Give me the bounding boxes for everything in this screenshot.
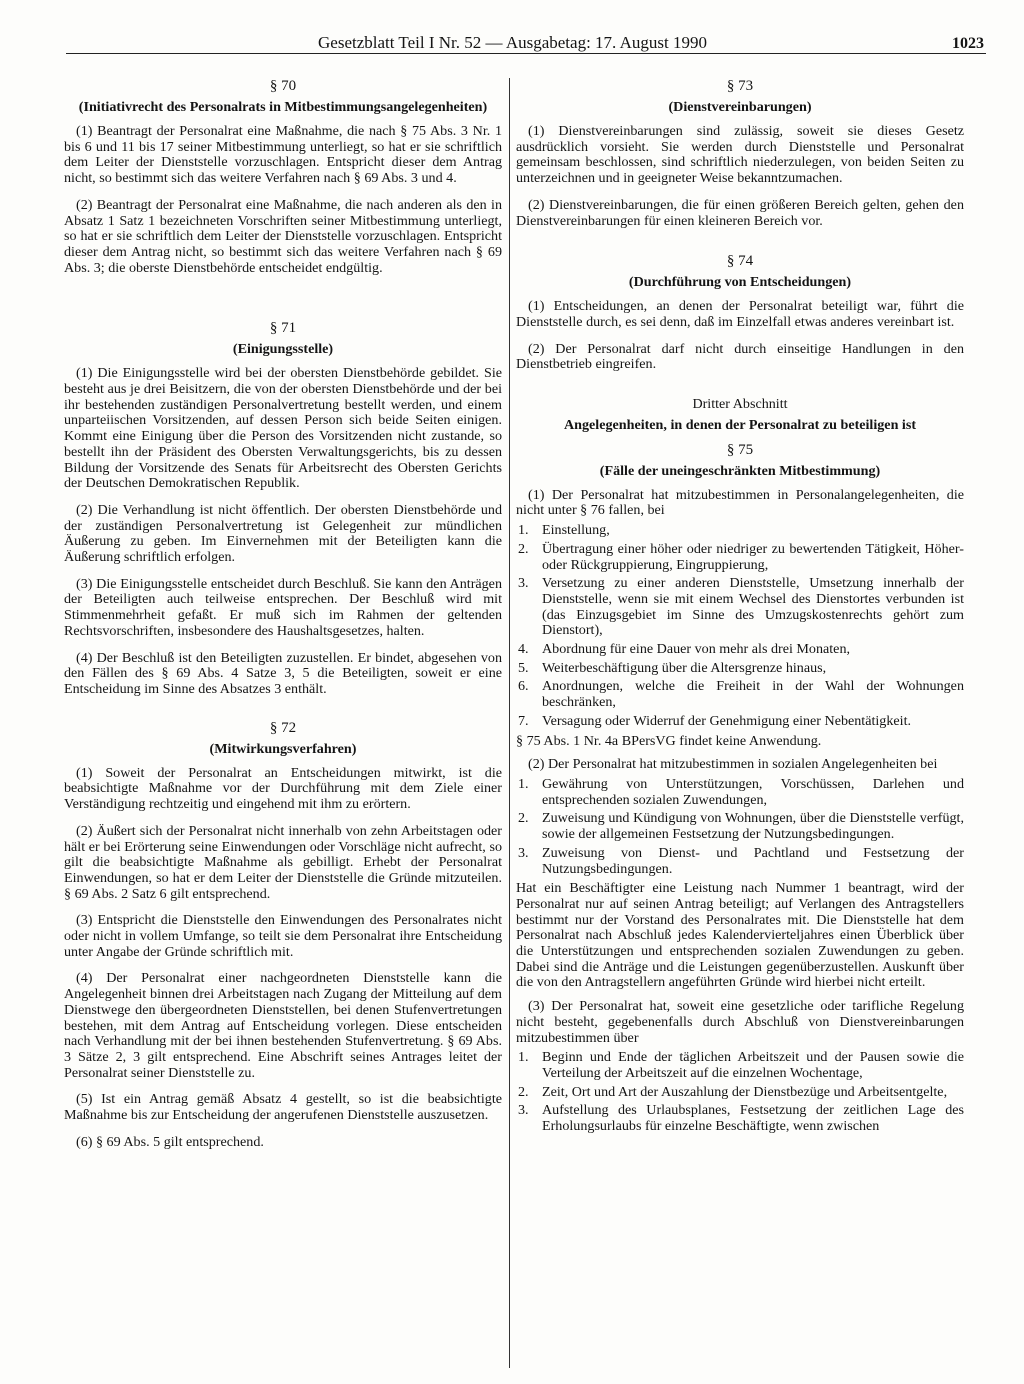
list-item	[516, 1050, 964, 1081]
section-title: (Durchführung von Entscheidungen)	[628, 274, 852, 291]
paragraph: (1) Der Personalrat hat mitzubestimmen in Personalangelegenheiten, die nicht unter § 76 fallen, bei	[516, 486, 964, 519]
paragraph: (5) Ist ein Antrag gemäß Absatz 4 gestellt, so ist die beabsichtigte Maßnahme bis zur Entscheidung der angerufenen Dienststelle auszusetzen.	[64, 1091, 502, 1124]
list-item	[516, 846, 964, 877]
list-text: Weiterbeschäftigung über die Altersgrenze hinaus,	[542, 659, 827, 676]
paragraph: (3) Entspricht die Dienststelle den Einwendungen des Personalrates nicht oder nicht in vollem Umfange, so teilt sie dem Personalrat ihre Entscheidung unter Angabe der Gründe schriftlich mit.	[64, 912, 502, 960]
section-70	[64, 78, 502, 276]
section-title: (Mitwirkungsverfahren)	[209, 740, 357, 757]
list-text: Einstellung,	[542, 522, 610, 539]
list-item	[516, 642, 964, 658]
column-divider	[509, 78, 510, 1368]
paragraph: (3) Die Einigungsstelle entscheidet durch Beschluß. Sie kann den Anträgen der Beteiligten auch teilweise entsprechen. Der Beschluß wird mit Stimmenmehrheit gefaßt. Er muß sich im Rahmen der geltenden Rechtsvorschriften, insbesondere des Haushaltsgesetzes, halten.	[64, 575, 502, 639]
list-item	[516, 714, 964, 730]
paragraph: (1) Dienstvereinbarungen sind zulässig, soweit sie dieses Gesetz ausdrücklich vorsieht. Sie werden durch Dienststelle und Personalrat gemeinsam beschlossen, sind schriftlich niederzulegen, von beiden Seiten zu unterzeichnen und in geeigneter Weise bekanntzumachen.	[516, 123, 964, 187]
section-number: § 70	[269, 78, 297, 94]
list-number: 1.	[518, 1049, 529, 1066]
page-header	[66, 31, 986, 54]
section-number: § 72	[269, 719, 297, 736]
part-title: Angelegenheiten, in denen der Personalrat zu beteiligen ist	[563, 416, 917, 433]
list-item	[516, 679, 964, 710]
list-number: 4.	[518, 641, 529, 658]
note: Hat ein Beschäftigter eine Leistung nach Nummer 1 beantragt, wird der Personalrat nur auf seinen Antrag beteiligt; auf Verlangen des Antragstellers bestimmt nur der Vorstand des Personalrates mit. Die Dienststelle hat dem Personalrat nach Abschluß jedes Kalendervierteljahres einen Überblick über die Unterstützungen und entsprechenden sozialen Zuwendungen zu geben. Dabei sind die Anträge und die Leistungen gegenüberzustellen. Auskunft über die von den Antragstellern angeführten Gründe wird hierbei nicht erteilt.	[516, 880, 964, 991]
list-item	[516, 811, 964, 842]
list-number: 7.	[518, 712, 529, 729]
enumerated-list	[516, 523, 964, 729]
section-75	[516, 442, 964, 1135]
list-item	[516, 576, 964, 639]
list-text: Anordnungen, welche die Freiheit in der Wahl der Wohnungen beschränken,	[542, 678, 964, 711]
list-number: 2.	[518, 1083, 529, 1100]
paragraph: (6) § 69 Abs. 5 gilt entsprechend.	[76, 1133, 264, 1150]
paragraph: (1) Entscheidungen, an denen der Personalrat beteiligt war, führt die Dienststelle durch, es sei denn, daß im Einzelfall etwas anderes vereinbart ist.	[516, 298, 964, 330]
header-title: Gesetzblatt Teil I Nr. 52 — Ausgabetag: 17. August 1990	[318, 33, 707, 52]
list-text: Versetzung zu einer anderen Dienststelle, Umsetzung innerhalb der Dienststelle, wenn sie mit einem Wechsel des Dienstortes verbunden ist (das Einzugsgebiet im Sinne des Umzugskostenrechts gehört zum Dienstort),	[542, 575, 964, 639]
paragraph: (3) Der Personalrat hat, soweit eine gesetzliche oder tarifliche Regelung nicht besteht, gegebenenfalls durch Abschluß von Dienstvereinbarungen mitzubestimmen über	[516, 998, 964, 1046]
paragraph: (1) Die Einigungsstelle wird bei der obersten Dienstbehörde gebildet. Sie besteht aus je drei Beisitzern, die von der obersten Dienstbehörde und der bei ihr bestehenden zuständigen Personalvertretung bestellt werden, und einem unparteiischen Vorsitzenden, auf dessen Person sich beide Seiten einigen. Kommt eine Einigung über die Person des Vorsitzenden nicht zustande, so bestellt ihn der Präsident des Obersten Verwaltungsgerichts, bis zu dessen Bildung der Vorsitzende des Senats für Arbeitsrecht des Obersten Gerichts der Deutschen Demokratischen Republik.	[64, 365, 502, 492]
paragraph: (2) Äußert sich der Personalrat nicht innerhalb von zehn Arbeitstagen oder hält er bei Erörterung seine Einwendungen oder Vorschläge nicht aufrecht, so gilt die beabsichtigte Maßnahme als gebilligt. Erhebt der Personalrat Einwendungen, so hat er dem Leiter der Dienststelle die Gründe mitzuteilen. § 69 Abs. 2 Satz 6 gilt entsprechend.	[64, 822, 502, 902]
section-title: (Dienstvereinbarungen)	[668, 99, 812, 115]
list-item	[516, 661, 964, 677]
list-number: 2.	[518, 540, 529, 557]
paragraph: (4) Der Personalrat einer nachgeordneten Dienststelle kann die Angelegenheit binnen drei Arbeitstagen nach Zugang der Mitteilung auf dem Dienstwege den übergeordneten Dienststellen, bei denen Stufenvertretungen bestehen, mit dem Antrag auf Entscheidung vorlegen. Diese entscheiden nach Verhandlung mit der bei ihnen bestehenden Stufenvertretung. § 69 Abs. 3 Sätze 2, 3 gilt entsprechend. Eine Abschrift seines Antrages leitet der Personalrat seiner Dienststelle zu.	[64, 970, 502, 1081]
section-title: (Fälle der uneingeschränkten Mitbestimmung)	[599, 462, 881, 479]
part-heading	[516, 397, 964, 433]
section-number: § 74	[726, 253, 754, 270]
list-text: Abordnung für eine Dauer von mehr als drei Monaten,	[542, 641, 851, 658]
list-text: Zeit, Ort und Art der Auszahlung der Dienstbezüge und Arbeitsentgelte,	[542, 1083, 948, 1100]
list-number: 3.	[518, 1102, 529, 1119]
enumerated-list	[516, 1050, 964, 1135]
paragraph: (1) Beantragt der Personalrat eine Maßnahme, die nach § 75 Abs. 3 Nr. 1 bis 6 und 11 bis 17 seiner Mitbestimmung unterliegt, so hat er sie schriftlich dem Leiter der Dienststelle vorzuschlagen. Entspricht dieser dem Antrag nicht, so bestimmt sich das weitere Verfahren nach § 69 Abs. 3 und 4.	[64, 123, 502, 187]
page-number: 1023	[952, 35, 984, 52]
paragraph: (1) Soweit der Personalrat an Entscheidungen mitwirkt, ist die beabsichtigte Maßnahme vor der Durchführung mit dem Ziele einer Verständigung rechtzeitig und eingehend mit ihm zu erörtern.	[64, 764, 502, 813]
section-title: (Initiativrecht des Personalrats in Mitbestimmungsangelegenheiten)	[78, 99, 488, 115]
list-item	[516, 1103, 964, 1134]
list-number: 5.	[518, 659, 529, 676]
list-number: 1.	[518, 775, 529, 792]
list-item	[516, 542, 964, 573]
list-text: Gewährung von Unterstützungen, Vorschüssen, Darlehen und entsprechenden sozialen Zuwendungen,	[542, 775, 964, 808]
paragraph: (2) Dienstvereinbarungen, die für einen größeren Bereich gelten, gehen den Dienstvereinbarungen für einen kleineren Bereich vor.	[516, 196, 964, 229]
paragraph: (2) Der Personalrat hat mitzubestimmen in sozialen Angelegenheiten bei	[528, 756, 938, 773]
section-72	[64, 720, 502, 1151]
paragraph: (2) Die Verhandlung ist nicht öffentlich. Der obersten Dienstbehörde und der zuständigen Personalvertretung ist Gelegenheit zur mündlichen Äußerung zu geben. Im Einvernehmen mit der Beteiligten kann die Äußerung schriftlich erfolgen.	[64, 501, 502, 566]
part-label: Dritter Abschnitt	[692, 396, 788, 413]
section-number: § 71	[269, 320, 297, 337]
right-column	[516, 78, 964, 1139]
list-item	[516, 523, 964, 539]
section-number: § 75	[726, 441, 754, 458]
enumerated-list	[516, 777, 964, 877]
paragraph: (2) Der Personalrat darf nicht durch einseitige Handlungen in den Dienstbetrieb eingreifen.	[516, 340, 964, 373]
left-column	[64, 78, 502, 1161]
list-number: 3.	[518, 575, 529, 592]
list-text: Versagung oder Widerruf der Genehmigung einer Nebentätigkeit.	[542, 712, 912, 729]
list-item	[516, 1085, 964, 1101]
list-text: Zuweisung und Kündigung von Wohnungen, über die Dienststelle verfügt, sowie der allgemeinen Festsetzung der Nutzungsbedingungen.	[542, 810, 964, 843]
paragraph: (2) Beantragt der Personalrat eine Maßnahme, die nach anderen als den in Absatz 1 Satz 1 bezeichneten Vorschriften seiner Mitbestimmung unterliegt, so hat er sie schriftlich dem Leiter der Dienststelle vorzuschlagen. Entspricht dieser dem Antrag nicht, so bestimmt sich das weitere Verfahren nach § 69 Abs. 3; die oberste Dienstbehörde entscheidet endgültig.	[64, 196, 502, 276]
section-title: (Einigungsstelle)	[232, 341, 334, 358]
list-item	[516, 777, 964, 808]
section-number: § 73	[726, 78, 754, 94]
list-number: 3.	[518, 844, 529, 861]
paragraph: (4) Der Beschluß ist den Beteiligten zuzustellen. Er bindet, abgesehen von den Fällen des § 69 Abs. 4 Satze 3, 5 die Beteiligten, soweit er eine Entscheidung im Sinne des Absatzes 3 enthält.	[64, 649, 502, 697]
list-number: 2.	[518, 810, 529, 827]
section-74	[516, 253, 964, 373]
section-73	[516, 78, 964, 229]
note: § 75 Abs. 1 Nr. 4a BPersVG findet keine Anwendung.	[516, 732, 822, 749]
list-text: Übertragung einer höher oder niedriger zu bewertenden Tätigkeit, Höher- oder Rückgruppierung, Eingruppierung,	[542, 540, 964, 573]
list-number: 1.	[518, 522, 529, 539]
list-text: Zuweisung von Dienst- und Pachtland und Festsetzung der Nutzungsbedingungen.	[542, 844, 964, 877]
list-text: Beginn und Ende der täglichen Arbeitszeit und der Pausen sowie die Verteilung der Arbeitszeit auf die einzelnen Wochentage,	[542, 1049, 964, 1081]
section-71	[64, 320, 502, 697]
list-number: 6.	[518, 678, 529, 695]
list-text: Aufstellung des Urlaubsplanes, Festsetzung der zeitlichen Lage des Erholungsurlaubs für einzelne Beschäftigte, wenn zwischen	[542, 1102, 964, 1135]
